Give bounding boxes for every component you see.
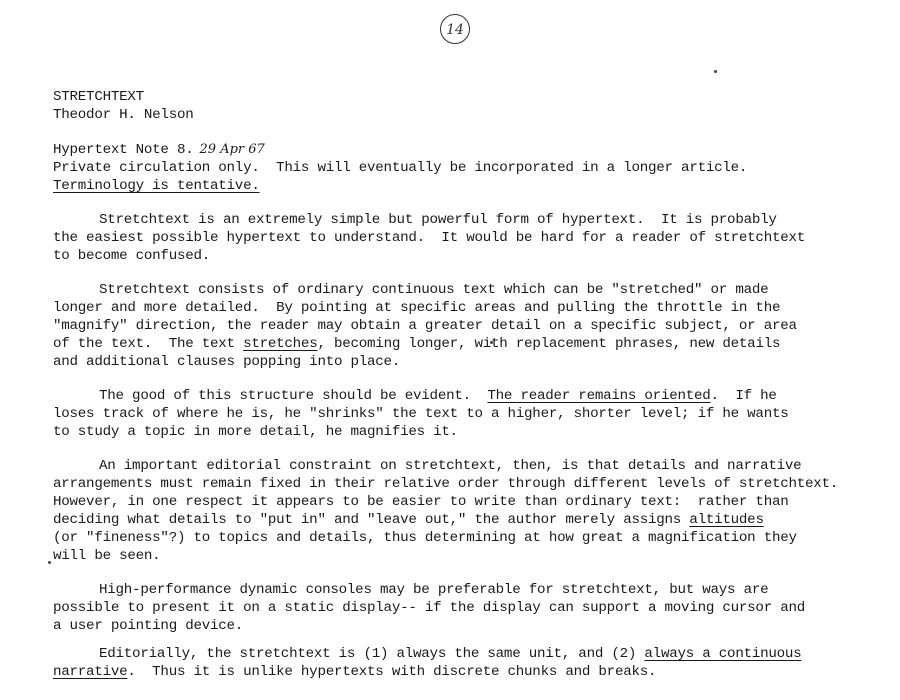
para1-line2: the easiest possible hypertext to understand. It would be hard for a reader of stretchtext xyxy=(53,230,806,246)
page-number: 14 xyxy=(446,22,464,38)
para5-line2: possible to present it on a static display-- if the display can support a moving cursor and xyxy=(53,600,806,616)
para5-line3: a user pointing device. xyxy=(53,618,244,634)
underlined-narrative: narrative xyxy=(53,664,128,680)
para2-line5: and additional clauses popping into place. xyxy=(53,354,401,370)
para4-line6: will be seen. xyxy=(53,548,161,564)
para4-line2: arrangements must remain fixed in their relative order through different levels of stretchtext. xyxy=(53,476,839,492)
paper-speck xyxy=(48,561,51,564)
para3-line1-start: The good of this structure should be evident. xyxy=(99,388,488,404)
para6-line2-end: . Thus it is unlike hypertexts with discrete chunks and breaks. xyxy=(127,664,657,680)
para4-line4 xyxy=(53,511,764,529)
note-line xyxy=(53,141,265,159)
para3-line1 xyxy=(53,387,777,405)
para6-line1 xyxy=(53,645,801,663)
note-label: Hypertext Note 8. xyxy=(53,142,194,158)
para6-line2 xyxy=(53,663,656,681)
para5-line1: High-performance dynamic consoles may be preferable for stretchtext, but ways are xyxy=(99,582,769,598)
para4-line1: An important editorial constraint on stretchtext, then, is that details and narrative xyxy=(99,458,802,474)
para3-line3: to study a topic in more detail, he magnifies it. xyxy=(53,424,458,440)
underlined-reader-remains-oriented: The reader remains oriented xyxy=(487,388,711,404)
terminology-line: Terminology is tentative. xyxy=(53,178,260,194)
para2-line3: "magnify" direction, the reader may obtain a greater detail on a specific subject, or area xyxy=(53,318,797,334)
para2-line4 xyxy=(53,335,780,353)
para6-line1-start: Editorially, the stretchtext is (1) always the same unit, and (2) xyxy=(99,646,645,662)
para1-line1: Stretchtext is an extremely simple but powerful form of hypertext. It is probably xyxy=(99,212,777,228)
document-text xyxy=(53,0,893,680)
para4-line3: However, in one respect it appears to be easier to write than ordinary text: rather than xyxy=(53,494,789,510)
para1-line3: to become confused. xyxy=(53,248,211,264)
para2-line4-end: , becoming longer, with replacement phrases, new details xyxy=(317,336,781,352)
para4-line5: (or "fineness"?) to topics and details, thus determining at how great a magnification they xyxy=(53,530,797,546)
para3-line1-end: . If he xyxy=(710,388,777,404)
underlined-stretches: stretches xyxy=(243,336,318,352)
circulation-line: Private circulation only. This will eventually be incorporated in a longer article. xyxy=(53,160,748,176)
document-author: Theodor H. Nelson xyxy=(53,107,194,123)
para4-line4-start: deciding what details to "put in" and "leave out," the author merely assigns xyxy=(53,512,690,528)
underlined-altitudes: altitudes xyxy=(689,512,764,528)
para3-line2: loses track of where he is, he "shrinks" the text to a higher, shorter level; if he wants xyxy=(53,406,789,422)
para2-line2: longer and more detailed. By pointing at specific areas and pulling the throttle in the xyxy=(53,300,781,316)
underlined-always-continuous: always a continuous xyxy=(644,646,802,662)
handwritten-date: 29 Apr 67 xyxy=(199,142,265,157)
para2-line4-start: of the text. The text xyxy=(53,336,244,352)
para2-line1: Stretchtext consists of ordinary continuous text which can be "stretched" or made xyxy=(99,282,769,298)
document-title: STRETCHTEXT xyxy=(53,89,144,105)
